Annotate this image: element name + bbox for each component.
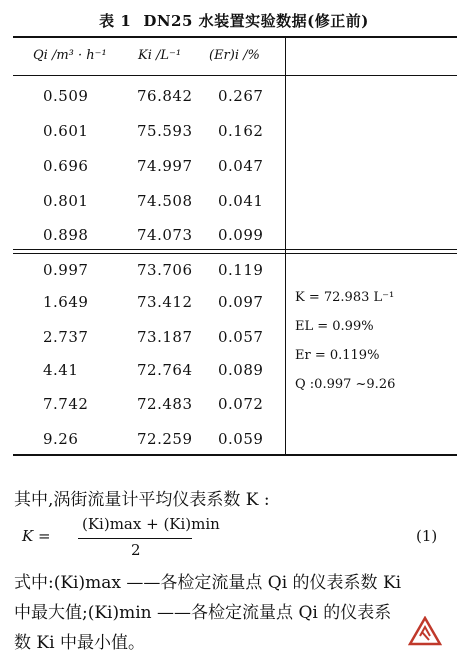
text-line-3: 中最大值;(Ki)min ——各检定流量点 Qi 的仪表系: [14, 603, 392, 623]
cell: 0.057: [218, 328, 264, 346]
cell: 0.119: [218, 261, 264, 279]
cell: 0.267: [218, 87, 264, 105]
table-top-rule: [13, 36, 457, 38]
cell: 0.509: [43, 87, 89, 105]
cell: 0.099: [218, 226, 264, 244]
cell: 1.649: [43, 293, 89, 311]
cell: 75.593: [137, 122, 193, 140]
group-double-rule-2: [13, 253, 457, 254]
table-caption: [0, 10, 468, 31]
header-rule: [13, 75, 457, 76]
publisher-logo-icon: [408, 616, 442, 652]
cell: 0.089: [218, 361, 264, 379]
cell: 0.097: [218, 293, 264, 311]
cell: 74.508: [137, 192, 193, 210]
cell: 0.059: [218, 430, 264, 448]
text-line-1: 其中,涡街流量计平均仪表系数 K :: [14, 490, 270, 510]
cell: 0.997: [43, 261, 89, 279]
cell: 73.187: [137, 328, 193, 346]
notes-divider: [285, 36, 286, 456]
caption-title: DN25 水装置实验数据(修正前): [143, 12, 369, 30]
cell: 73.706: [137, 261, 193, 279]
cell: 2.737: [43, 328, 89, 346]
formula-number: (1): [416, 527, 438, 545]
cell: 0.898: [43, 226, 89, 244]
cell: 72.483: [137, 395, 193, 413]
note-q-range: Q :0.997 ~9.26: [295, 377, 396, 392]
group-double-rule-1: [13, 249, 457, 250]
cell: 0.162: [218, 122, 264, 140]
text-line-4: 数 Ki 中最小值。: [14, 633, 145, 653]
cell: 0.601: [43, 122, 89, 140]
cell: 72.764: [137, 361, 193, 379]
note-er: Er = 0.119%: [295, 348, 380, 363]
header-q: Qi /m³ · h⁻¹: [33, 48, 107, 63]
formula-denominator: 2: [131, 541, 141, 559]
fraction-bar: [78, 538, 192, 539]
text-line-2: 式中:(Ki)max ——各检定流量点 Qi 的仪表系数 Ki: [14, 573, 402, 593]
cell: 0.801: [43, 192, 89, 210]
table-bottom-rule: [13, 454, 457, 456]
caption-label: 表 1: [99, 12, 132, 30]
cell: 74.073: [137, 226, 193, 244]
cell: 0.072: [218, 395, 264, 413]
formula-numerator: (Ki)max + (Ki)min: [82, 515, 220, 533]
note-k: K = 72.983 L⁻¹: [295, 290, 395, 305]
formula-lhs: K =: [22, 527, 51, 545]
cell: 4.41: [43, 361, 79, 379]
cell: 0.041: [218, 192, 264, 210]
cell: 0.047: [218, 157, 264, 175]
cell: 9.26: [43, 430, 79, 448]
cell: 74.997: [137, 157, 193, 175]
header-k: Ki /L⁻¹: [138, 48, 182, 63]
data-table: [13, 36, 457, 456]
cell: 7.742: [43, 395, 89, 413]
cell: 73.412: [137, 293, 193, 311]
cell: 0.696: [43, 157, 89, 175]
cell: 72.259: [137, 430, 193, 448]
cell: 76.842: [137, 87, 193, 105]
note-el: EL = 0.99%: [295, 319, 374, 334]
formula-1: [22, 513, 442, 563]
header-e: (Er)i /%: [209, 48, 260, 63]
